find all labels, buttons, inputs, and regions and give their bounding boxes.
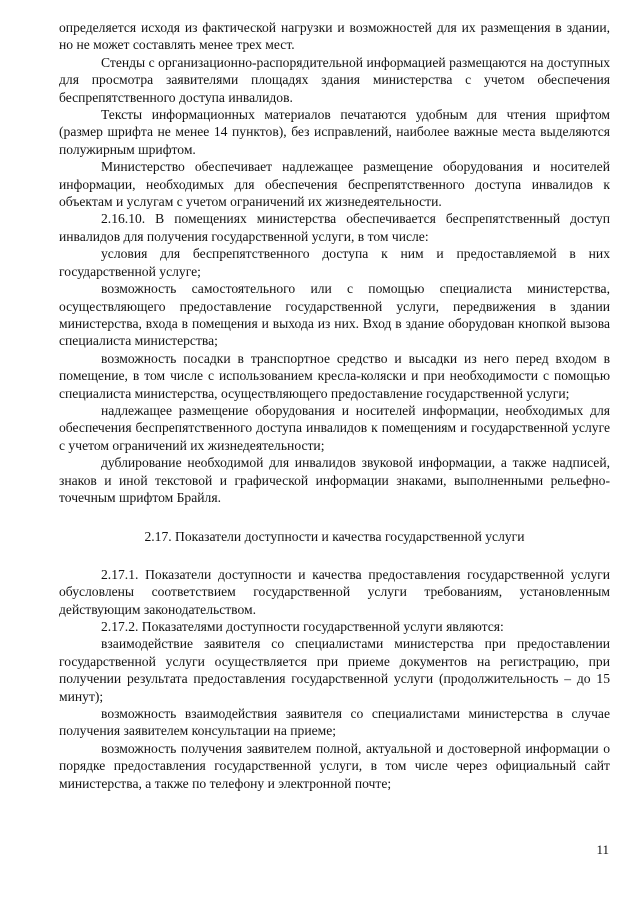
document-page [59, 19, 610, 792]
paragraph: 2.17.2. Показателями доступности государственной услуги являются: [101, 619, 504, 634]
paragraph: дублирование необходимой для инвалидов звуковой информации, а также надписей, знаков и иной текстовой и графической информации знаками, выполненными рельефно-точечным шрифтом Брайля. [59, 455, 610, 505]
paragraphs-top [59, 19, 610, 506]
paragraph: взаимодействие заявителя со специалистами министерства при предоставлении государственной услуги осуществляется при приеме документов на регистрацию, при получении результата предоставления государственной услуги (продолжительность – до 15 минут); [59, 636, 610, 704]
paragraph: Министерство обеспечивает надлежащее размещение оборудования и носителей информации, необходимых для обеспечения беспрепятственного доступа инвалидов к объектам и услугам с учетом ограничений их жизнедеятельности. [59, 159, 610, 210]
page-number: 11 [596, 842, 609, 857]
paragraph: возможность взаимодействия заявителя со специалистами министерства в случае получения заявителем консультации на приеме; [59, 706, 610, 739]
paragraph: возможность самостоятельного или с помощью специалиста министерства, осуществляющего предоставление государственной услуги, передвижения в здании министерства, входа в помещения и выхода из них. Вход в здание оборудован кнопкой вызова специалиста министерства; [59, 281, 610, 349]
paragraph: надлежащее размещение оборудования и носителей информации, необходимых для обеспечения беспрепятственного доступа инвалидов к помещениям и государственной услуге с учетом ограничений их жизнедеятельности; [59, 402, 610, 453]
paragraph: условия для беспрепятственного доступа к ним и предоставляемой в них государственной услуге; [59, 246, 610, 279]
paragraphs-bottom [59, 566, 610, 792]
paragraph: Тексты информационных материалов печатаются удобным для чтения шрифтом (размер шрифта не менее 14 пунктов), без исправлений, наиболее важные места выделяются полужирным шрифтом. [59, 107, 610, 157]
paragraph: определяется исходя из фактической нагрузки и возможностей для их размещения в здании, но не может составлять менее трех мест. [59, 20, 610, 53]
paragraph: 2.16.10. В помещениях министерства обеспечивается беспрепятственный доступ инвалидов для получения государственной услуги, в том числе: [59, 211, 610, 244]
section-title: 2.17. Показатели доступности и качества государственной услуги [144, 529, 525, 545]
paragraph: 2.17.1. Показатели доступности и качества предоставления государственной услуги обусловлены соответствием государственной услуги требованиям, установленным действующим законодательством. [59, 566, 610, 617]
paragraph: Стенды с организационно-распорядительной информацией размещаются на доступных для просмотра заявителями площадях здания министерства с учетом обеспечения беспрепятственного доступа инвалидов. [59, 54, 610, 105]
paragraph: возможность посадки в транспортное средство и высадки из него перед входом в помещение, в том числе с использованием кресла-коляски и при необходимости с помощью специалиста министерства, осуществляющего предоставление государственной услуги; [59, 350, 610, 401]
paragraph: возможность получения заявителем полной, актуальной и достоверной информации о порядке предоставления государственной услуги, в том числе через официальный сайт министерства, а также по телефону и электронной почте; [59, 740, 610, 791]
